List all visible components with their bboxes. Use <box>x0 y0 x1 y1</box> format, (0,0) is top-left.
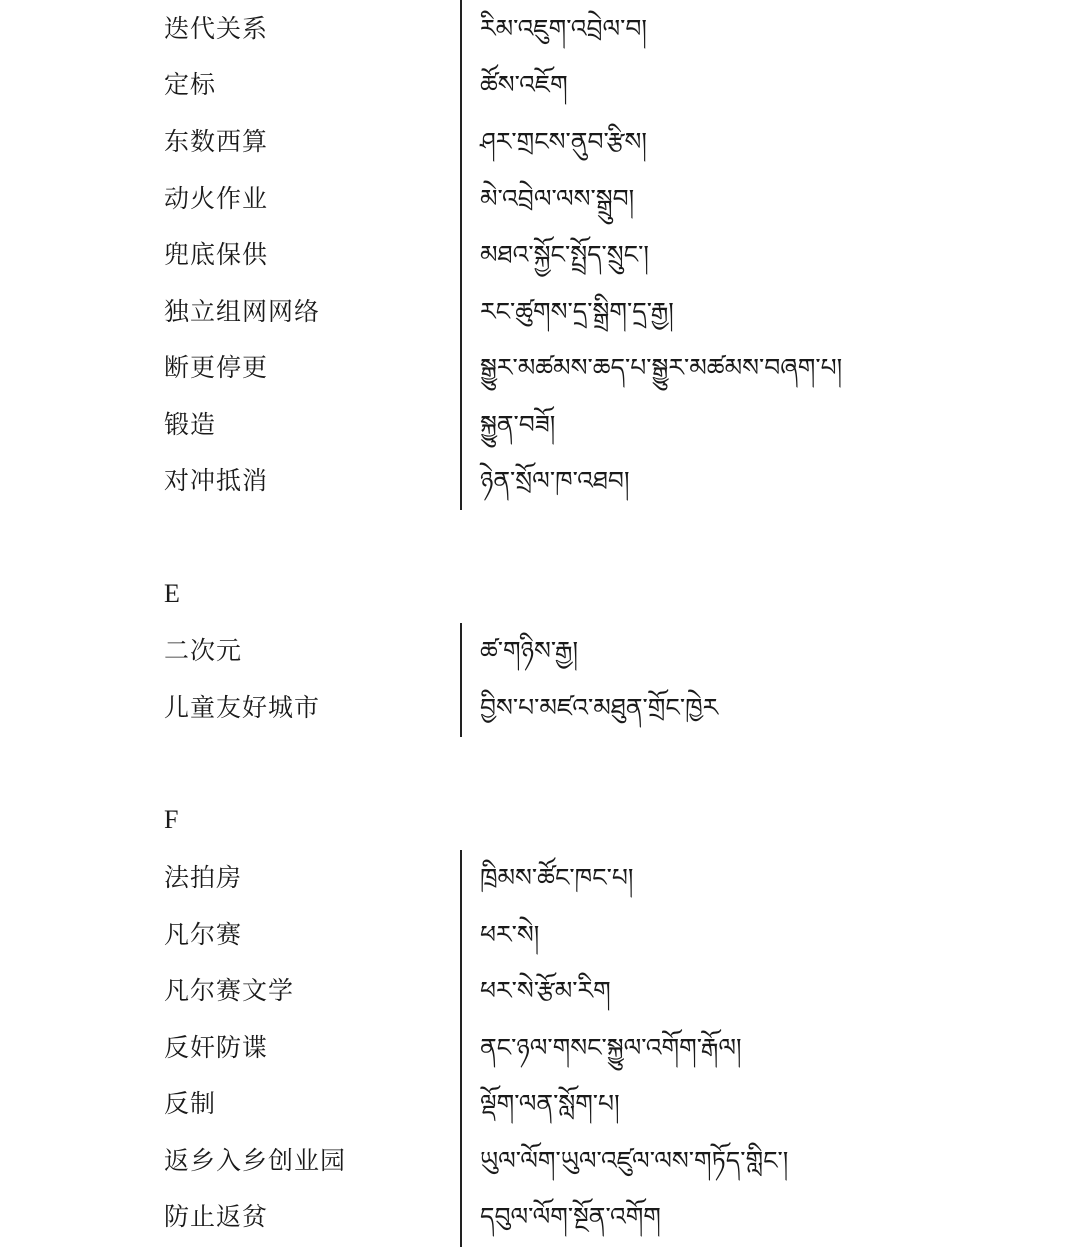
tibetan-term: ཉེན་སྲོལ་ཁ་འཐབ། <box>480 466 630 495</box>
chinese-term: 独立组网网络 <box>164 297 321 326</box>
glossary-entry <box>0 171 1080 227</box>
chinese-term: 返乡入乡创业园 <box>164 1146 347 1175</box>
glossary-entry <box>0 57 1080 113</box>
chinese-term: 定标 <box>164 70 217 99</box>
glossary-entry <box>0 227 1080 283</box>
tibetan-term: ཚ་གཉིས་རྒྱ། <box>480 636 579 665</box>
chinese-term: 防止返贫 <box>164 1202 269 1231</box>
chinese-term: 儿童友好城市 <box>164 693 321 722</box>
chinese-term: 凡尔赛文学 <box>164 976 295 1005</box>
tibetan-term: ཚོས་འཇོག <box>480 70 568 99</box>
tibetan-term: ཡུལ་ལོག་ཡུལ་འཛུལ་ལས་གཏོད་གླིང་། <box>480 1146 789 1175</box>
glossary-entry <box>0 623 1080 679</box>
glossary-entry <box>0 340 1080 396</box>
tibetan-term: ཕར་སེ། <box>480 920 540 949</box>
glossary-entry <box>0 284 1080 340</box>
glossary-entry <box>0 680 1080 736</box>
chinese-term: 二次元 <box>164 636 243 665</box>
chinese-term: 对冲抵消 <box>164 466 269 495</box>
tibetan-term: ནང་ཉལ་གསང་སྐྱུལ་འགོག་རྒོལ། <box>480 1033 742 1062</box>
glossary-entry <box>0 1 1080 57</box>
section-letter: E <box>164 579 180 608</box>
glossary-entry <box>0 1020 1080 1076</box>
glossary-entry <box>0 397 1080 453</box>
glossary-entry <box>0 850 1080 906</box>
tibetan-term: མེ་འབྲེལ་ལས་སྒྲུབ། <box>480 184 635 213</box>
chinese-term: 反奸防谍 <box>164 1033 269 1062</box>
tibetan-term: བྱིས་པ་མཛའ་མཐུན་གྲོང་ཁྱེར <box>480 693 719 722</box>
chinese-term: 凡尔赛 <box>164 920 243 949</box>
tibetan-term: སྐྱུན་བཟོ། <box>480 410 556 439</box>
chinese-term: 动火作业 <box>164 184 269 213</box>
tibetan-term: མཐའ་སྐྱོང་སྤྲོད་སྲུང་། <box>480 240 649 269</box>
tibetan-term: སྒྱུར་མཚམས་ཆད་པ་སྒྱུར་མཚམས་བཞག་པ། <box>480 353 843 382</box>
glossary-entry <box>0 1133 1080 1189</box>
tibetan-term: ཕར་སེ་རྩོམ་རིག <box>480 976 611 1005</box>
glossary-entry <box>0 1076 1080 1132</box>
chinese-term: 东数西算 <box>164 127 269 156</box>
chinese-term: 迭代关系 <box>164 14 269 43</box>
tibetan-term: དབུལ་ལོག་སྔོན་འགོག <box>480 1202 661 1231</box>
section-letter: F <box>164 805 179 834</box>
chinese-term: 断更停更 <box>164 353 269 382</box>
tibetan-term: རིམ་འཇུག་འབྲེལ་བ། <box>480 14 647 43</box>
chinese-term: 法拍房 <box>164 863 243 892</box>
chinese-term: 锻造 <box>164 410 217 439</box>
glossary-entry <box>0 453 1080 509</box>
tibetan-term: ཤར་གྲངས་ནུབ་རྩིས། <box>480 127 647 156</box>
glossary-entry <box>0 114 1080 170</box>
glossary-entry <box>0 907 1080 963</box>
tibetan-term: ལྡོག་ལན་སློག་པ། <box>480 1089 620 1118</box>
chinese-term: 反制 <box>164 1089 217 1118</box>
chinese-term: 兜底保供 <box>164 240 269 269</box>
tibetan-term: རང་ཚུགས་དྲ་སྒྲིག་དྲ་རྒྱ། <box>480 297 674 326</box>
tibetan-term: ཁྲིམས་ཚོང་ཁང་པ། <box>480 863 634 892</box>
glossary-entry <box>0 1189 1080 1245</box>
glossary-entry <box>0 963 1080 1019</box>
